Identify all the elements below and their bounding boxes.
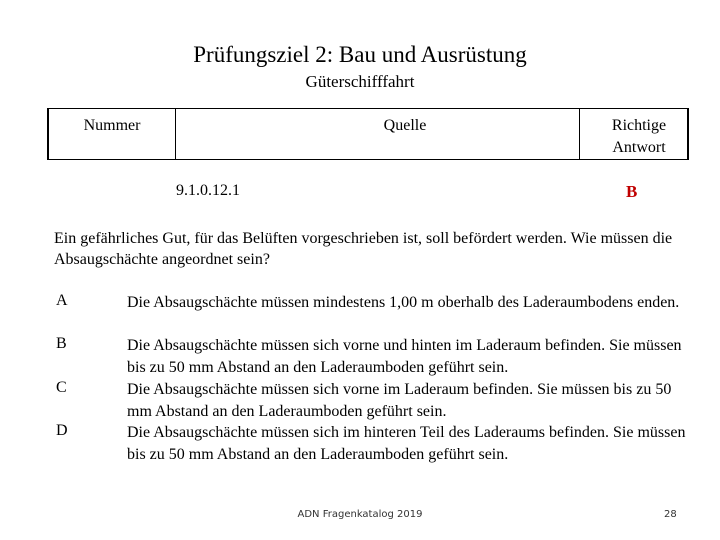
option-letter-a: A (56, 292, 68, 309)
column-header-nummer: Nummer (83, 117, 141, 134)
option-text-b: Die Absaugschächte müssen sich vorne und hinten im Laderaum befinden. Sie müssen bis zu 50 mm Abstand an den Laderaumboden geführt sein. (127, 337, 682, 376)
option-text-c: Die Absaugschächte müssen sich vorne im Laderaum befinden. Sie müssen bis zu 50 mm Abstand an den Laderaumboden geführt sein. (127, 381, 672, 420)
column-header-antwort (589, 115, 689, 159)
option-letter-c: C (56, 379, 67, 396)
option-text-d: Die Absaugschächte müssen sich im hinteren Teil des Laderaums befinden. Sie müssen bis zu 50 mm Abstand an den Laderaumboden geführt sein. (127, 424, 686, 463)
option-letter-b: B (56, 335, 67, 352)
column-header-antwort-line1: Richtige (611, 117, 667, 134)
question-text: Ein gefährliches Gut, für das Belüften vorgeschrieben ist, soll befördert werden. Wie müssen die Absaugschächte angeordnet sein? (54, 230, 673, 268)
page-title: Prüfungsziel 2: Bau und Ausrüstung (193, 42, 527, 67)
page-number: 28 (664, 509, 677, 520)
option-letter-d: D (56, 422, 68, 439)
column-header-antwort-line2: Antwort (612, 139, 666, 156)
source-reference: 9.1.0.12.1 (176, 182, 240, 199)
option-text-a: Die Absaugschächte müssen mindestens 1,00 m oberhalb des Laderaumbodens enden. (127, 294, 680, 311)
footer-text: ADN Fragenkatalog 2019 (297, 509, 423, 520)
header-table (47, 108, 689, 160)
column-header-quelle: Quelle (383, 117, 427, 134)
page-subtitle: Güterschifffahrt (305, 72, 415, 91)
correct-answer: B (626, 182, 638, 201)
